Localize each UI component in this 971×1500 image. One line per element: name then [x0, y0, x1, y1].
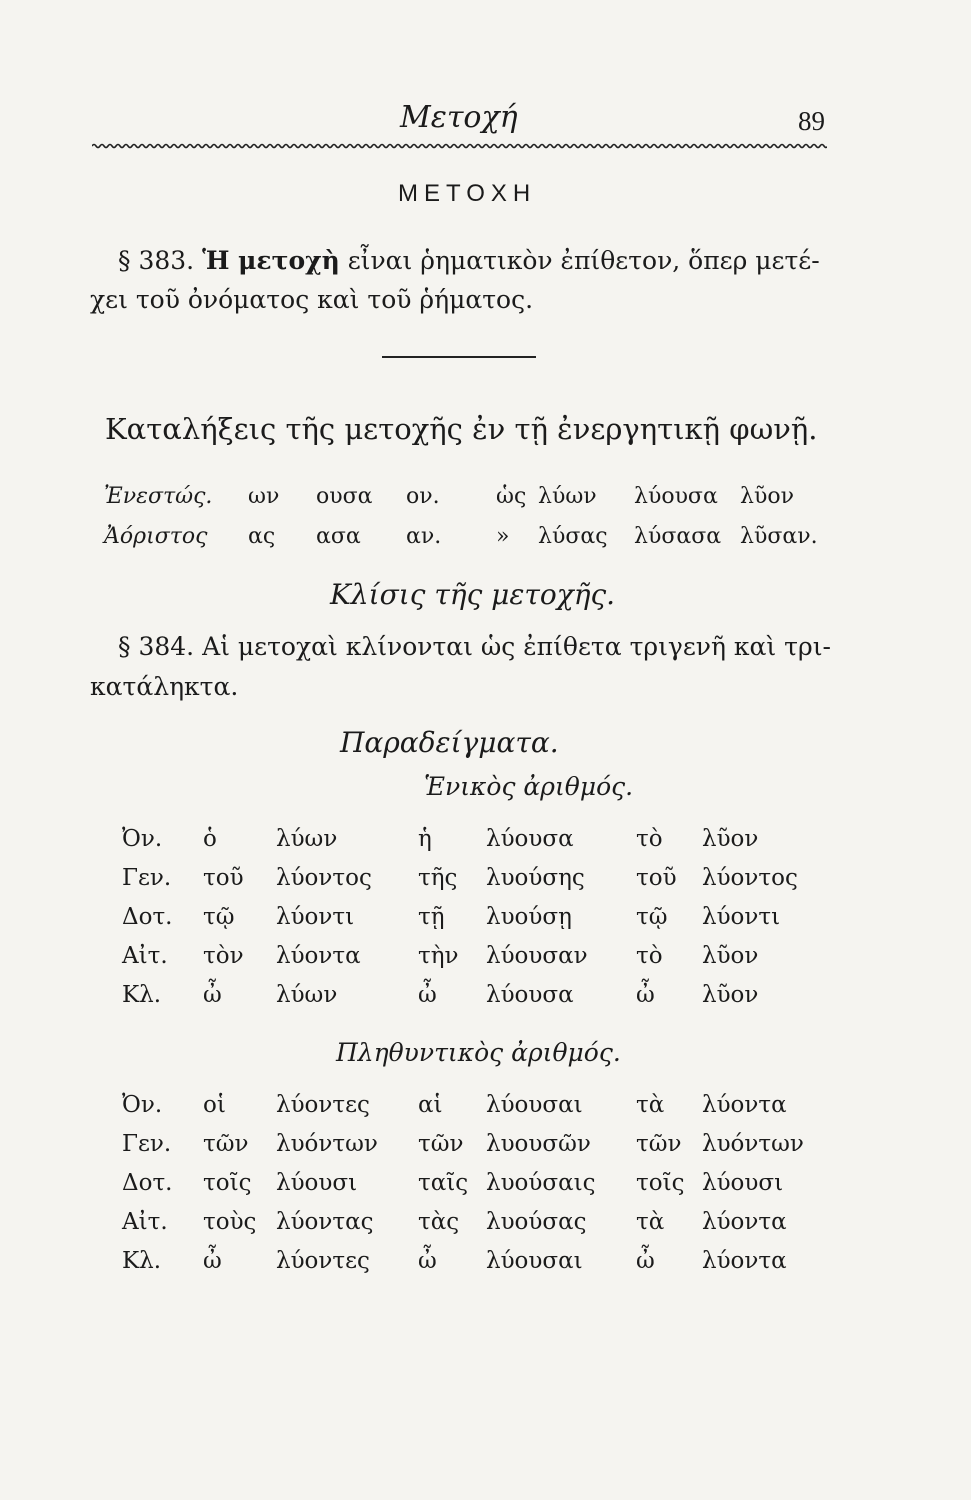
plural-cell-w2: λύουσαι — [486, 1248, 583, 1274]
singular-cell-a3: ὦ — [636, 982, 655, 1008]
plural-cell-a1: οἱ — [203, 1092, 226, 1118]
singular-cell-a3: τοῦ — [636, 865, 677, 891]
plural-cell-w1: λύοντες — [276, 1092, 370, 1118]
plural-cell-w3: λύοντα — [702, 1248, 787, 1274]
singular-cell-a1: τὸν — [203, 943, 244, 969]
plural-cell-w2: λυούσας — [486, 1209, 587, 1235]
plural-cell-a1: τοὺς — [203, 1209, 257, 1235]
singular-cell-w3: λύοντος — [702, 865, 798, 891]
singular-cell-w1: λύοντα — [276, 943, 361, 969]
running-title: Μετοχή — [400, 100, 518, 135]
singular-cell-w2: λύουσα — [486, 982, 574, 1008]
singular-cell-w1: λύων — [276, 982, 338, 1008]
endings-cell-m: ων — [248, 484, 280, 509]
plural-heading: Πληθυντικὸς ἀριθμός. — [336, 1038, 621, 1067]
endings-cell-ex-n: λῦον — [740, 484, 794, 509]
plural-cell-w2: λυούσαις — [486, 1170, 596, 1196]
singular-cell-a1: τῷ — [203, 904, 235, 930]
singular-cell-w1: λύοντι — [276, 904, 355, 930]
header-wavy-rule — [92, 142, 827, 150]
singular-cell-case: Δοτ. — [122, 904, 173, 930]
singular-heading: Ἑνικὸς ἀριθμός. — [424, 772, 634, 801]
endings-cell-tense: Ἐνεστώς. — [104, 484, 213, 509]
paragraph-383-line-2: χει τοῦ ὀνόματος καὶ τοῦ ῥήματος. — [90, 285, 534, 314]
endings-cell-art: ὡς — [496, 484, 527, 509]
plural-cell-a2: ταῖς — [418, 1170, 469, 1196]
singular-cell-a2: τῇ — [418, 904, 445, 930]
plural-cell-a3: τὰ — [636, 1209, 665, 1235]
endings-cell-n: αν. — [406, 524, 442, 549]
plural-cell-a3: τοῖς — [636, 1170, 685, 1196]
paragraph-text: εἶναι ῥηματικὸν ἐπίθετον, ὅπερ μετέ- — [347, 246, 820, 275]
singular-cell-w2: λύουσαν — [486, 943, 588, 969]
singular-cell-a2: ὦ — [418, 982, 437, 1008]
singular-cell-case: Γεν. — [122, 865, 172, 891]
singular-cell-w1: λύοντος — [276, 865, 372, 891]
examples-heading: Παραδείγματα. — [340, 726, 559, 759]
singular-cell-w2: λυούσῃ — [486, 904, 572, 930]
plural-cell-a1: τοῖς — [203, 1170, 252, 1196]
singular-cell-a1: ὁ — [203, 826, 217, 852]
singular-cell-a3: τῷ — [636, 904, 668, 930]
plural-cell-case: Ὀν. — [122, 1092, 163, 1118]
plural-cell-w3: λύοντα — [702, 1209, 787, 1235]
plural-cell-w3: λύουσι — [702, 1170, 784, 1196]
paragraph-384-line-2: κατάληκτα. — [90, 672, 239, 701]
singular-cell-case: Αἰτ. — [122, 943, 168, 969]
plural-cell-a2: τῶν — [418, 1131, 464, 1157]
singular-cell-w3: λῦον — [702, 826, 759, 852]
singular-cell-a2: τὴν — [418, 943, 459, 969]
plural-cell-w2: λύουσαι — [486, 1092, 583, 1118]
endings-cell-art: » — [496, 524, 510, 549]
plural-cell-w2: λυουσῶν — [486, 1131, 591, 1157]
plural-cell-a1: τῶν — [203, 1131, 249, 1157]
singular-cell-a3: τὸ — [636, 943, 663, 969]
plural-cell-a2: τὰς — [418, 1209, 460, 1235]
singular-cell-a3: τὸ — [636, 826, 663, 852]
plural-cell-w1: λύοντας — [276, 1209, 374, 1235]
singular-cell-a1: ὦ — [203, 982, 222, 1008]
paragraph-number: § 384. — [118, 632, 195, 661]
endings-cell-f: ασα — [316, 524, 361, 549]
endings-cell-ex-m: λύσας — [538, 524, 608, 549]
endings-cell-n: ον. — [406, 484, 440, 509]
plural-cell-w1: λυόντων — [276, 1131, 378, 1157]
plural-cell-case: Δοτ. — [122, 1170, 173, 1196]
singular-cell-a2: τῆς — [418, 865, 458, 891]
plural-cell-a1: ὦ — [203, 1248, 222, 1274]
singular-cell-w2: λυούσης — [486, 865, 585, 891]
endings-cell-ex-m: λύων — [538, 484, 597, 509]
declension-heading: Κλίσις τῆς μετοχῆς. — [330, 578, 616, 611]
section-divider — [382, 356, 536, 358]
singular-cell-w3: λῦον — [702, 943, 759, 969]
singular-cell-a2: ἡ — [418, 826, 432, 852]
plural-cell-w1: λύοντες — [276, 1248, 370, 1274]
plural-cell-w3: λυόντων — [702, 1131, 804, 1157]
plural-cell-case: Αἰτ. — [122, 1209, 168, 1235]
plural-cell-case: Κλ. — [122, 1248, 162, 1274]
paragraph-text: Αἱ μετοχαὶ κλίνονται ὡς ἐπίθετα τριγενῆ καὶ τρι- — [202, 632, 831, 661]
endings-cell-m: ας — [248, 524, 276, 549]
plural-cell-a3: τὰ — [636, 1092, 665, 1118]
singular-cell-w2: λύουσα — [486, 826, 574, 852]
endings-cell-ex-n: λῦσαν. — [740, 524, 818, 549]
singular-cell-w3: λῦον — [702, 982, 759, 1008]
paragraph-383-line-1 — [118, 246, 820, 275]
endings-cell-f: ουσα — [316, 484, 373, 509]
plural-cell-a3: ὦ — [636, 1248, 655, 1274]
singular-cell-w3: λύοντι — [702, 904, 781, 930]
singular-cell-a1: τοῦ — [203, 865, 244, 891]
paragraph-lead-term: Ἡ μετοχὴ — [202, 246, 340, 275]
page-number: 89 — [798, 106, 825, 136]
endings-heading: Καταλήξεις τῆς μετοχῆς ἐν τῇ ἐνεργητικῇ φωνῇ. — [105, 412, 818, 446]
paragraph-number: § 383. — [118, 246, 195, 275]
plural-cell-a3: τῶν — [636, 1131, 682, 1157]
singular-cell-case: Κλ. — [122, 982, 162, 1008]
plural-cell-a2: ὦ — [418, 1248, 437, 1274]
section-title: ΜΕΤΟΧΗ — [398, 180, 537, 207]
paragraph-384-line-1 — [118, 632, 831, 661]
endings-cell-tense: Ἀόριστος — [104, 524, 208, 549]
plural-cell-case: Γεν. — [122, 1131, 172, 1157]
plural-cell-a2: αἱ — [418, 1092, 443, 1118]
singular-cell-w1: λύων — [276, 826, 338, 852]
plural-cell-w3: λύοντα — [702, 1092, 787, 1118]
endings-cell-ex-f: λύσασα — [634, 524, 722, 549]
endings-cell-ex-f: λύουσα — [634, 484, 718, 509]
singular-cell-case: Ὀν. — [122, 826, 163, 852]
plural-cell-w1: λύουσι — [276, 1170, 358, 1196]
